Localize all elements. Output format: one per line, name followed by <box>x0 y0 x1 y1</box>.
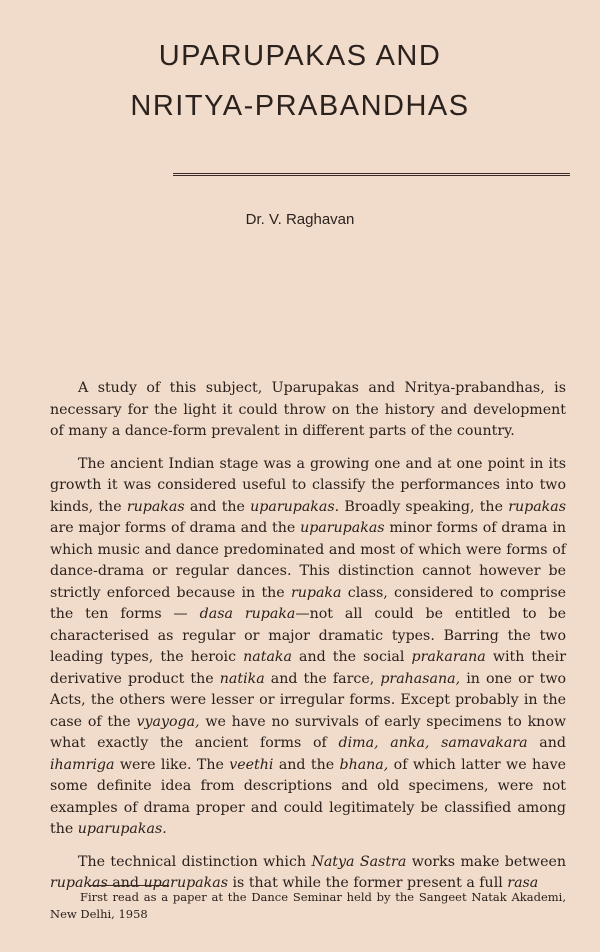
text-run: and the <box>273 756 340 773</box>
text-run: are major forms of drama and the <box>50 520 301 536</box>
italic-term: vyayoga, <box>136 713 200 730</box>
italic-term: rupakas <box>126 498 185 515</box>
text-run: A study of this subject, Uparupakas and Nritya-prabandhas, is necessary for the light it could throw on the history and development of many a dance-form prevalent in different parts of the country. <box>50 380 566 439</box>
title-rule <box>173 173 570 176</box>
text-run: is that while the former present a full <box>227 875 508 891</box>
italic-term: natika <box>219 670 265 687</box>
italic-term: dima, anka, samavakara <box>338 735 528 751</box>
italic-term: rasa <box>507 875 539 891</box>
italic-term: rupakas <box>508 498 566 515</box>
text-run: Broadly speaking, the <box>339 498 509 515</box>
text-run: and the <box>184 498 251 515</box>
text-run: with their derivative product the <box>50 649 566 687</box>
italic-term: uparupakas <box>143 875 228 891</box>
italic-term: ihamriga <box>50 756 115 773</box>
text-run: and <box>527 735 566 751</box>
italic-term: veethi <box>229 756 274 773</box>
text-run: class, considered to comprise the ten forms — <box>50 584 566 622</box>
italic-term: uparupakas. <box>77 821 167 837</box>
italic-term: Natya Sastra <box>311 853 407 870</box>
footnote-text: First read as a paper at the Dance Seminar held by the Sangeet Natak Akademi, New Delhi, 1958 <box>50 890 566 921</box>
title-line-1: UPARUPAKAS AND <box>158 40 442 72</box>
footnote-rule <box>89 885 169 886</box>
title-line-2: NRITYA-PRABANDHAS <box>130 90 470 122</box>
text-run: and the farce, <box>264 670 381 687</box>
paragraph-1 <box>50 378 566 443</box>
italic-term: uparupakas <box>300 520 385 536</box>
italic-term: nataka <box>243 649 292 665</box>
text-run: The ancient Indian stage was a growing one and at one point in its growth it was considered useful to classify the performances into two kinds, the <box>50 455 566 515</box>
italic-term: prahasana, <box>380 670 461 687</box>
text-run: we have no survivals of early specimens to know what exactly the ancient forms of <box>50 713 567 751</box>
text-run: and <box>107 875 144 891</box>
text-run: works make between <box>406 853 566 870</box>
italic-term: rupakas <box>50 875 108 891</box>
text-run: and the social <box>291 649 412 665</box>
author: Dr. V. Raghavan <box>245 211 355 228</box>
footnote <box>50 889 566 923</box>
text-run: in one or two Acts, the others were lesser or irregular forms. Except probably in the case of the <box>50 670 567 730</box>
italic-term: uparupakas. <box>250 498 340 515</box>
text-run: of which latter we have some definite idea from descriptions and old specimens, were not examples of drama proper and could legitimately be classified among the <box>50 756 566 837</box>
italic-term: rupaka <box>290 584 342 601</box>
text-run: —not all could be entitled to be characterised as regular or major dramatic types. Barring the two leading types, the heroic <box>50 606 566 665</box>
italic-term: prakarana <box>411 649 486 665</box>
text-run: The technical distinction which <box>78 853 312 870</box>
text-run: were like. The <box>114 756 230 773</box>
italic-term: bhana, <box>339 756 389 773</box>
italic-term: dasa rupaka <box>199 606 296 622</box>
article-body <box>50 378 566 906</box>
text-run: minor forms of drama in which music and dance predominated and most of which were forms of dance-drama or regular dances. This distinction cannot however be strictly enforced because in the <box>50 520 566 601</box>
paragraph-2 <box>50 454 566 841</box>
